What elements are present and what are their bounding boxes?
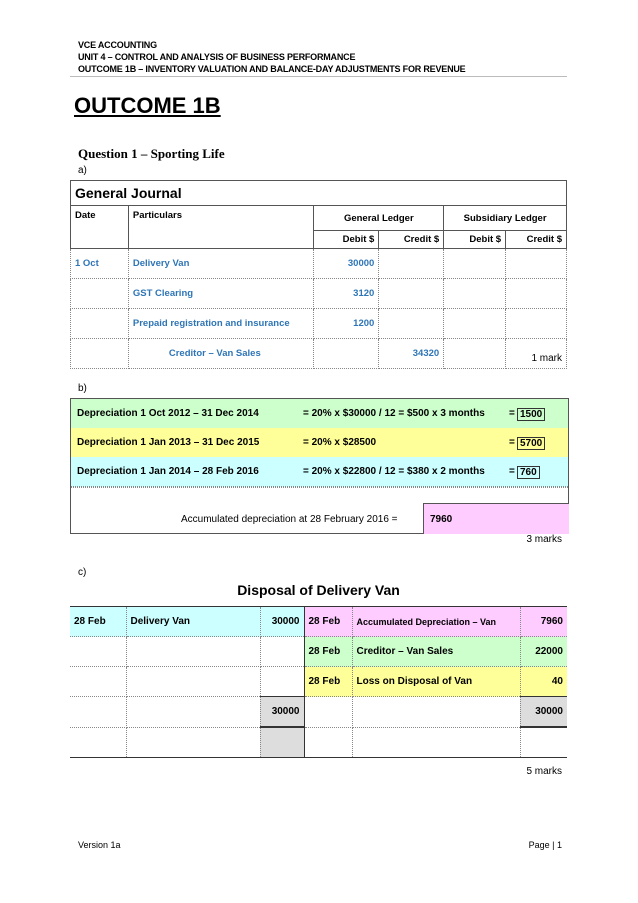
journal-title: General Journal xyxy=(71,181,567,206)
ledger-right-date: 28 Feb xyxy=(304,637,352,667)
row-date xyxy=(71,309,129,339)
depreciation-eq: = xyxy=(509,408,515,419)
row-date xyxy=(71,279,129,309)
row-gl-debit: 3120 xyxy=(314,279,379,309)
row-date: 1 Oct xyxy=(71,249,129,279)
table-row xyxy=(70,667,567,697)
row-date xyxy=(71,339,129,369)
ledger-left-particulars: Delivery Van xyxy=(126,607,260,637)
col-date: Date xyxy=(71,206,129,249)
row-sl-credit xyxy=(506,279,567,309)
accumulated-value: 7960 xyxy=(430,514,453,525)
ledger-right-particulars: Accumulated Depreciation – Van xyxy=(352,607,520,637)
ledger-left-amount: 30000 xyxy=(260,607,304,637)
depreciation-row-2 xyxy=(71,428,568,458)
row-gl-debit xyxy=(314,339,379,369)
ledger-left-date: 28 Feb xyxy=(70,607,126,637)
row-sl-credit xyxy=(506,309,567,339)
ledger-right-date: 28 Feb xyxy=(304,667,352,697)
table-row xyxy=(70,697,567,728)
ledger-title: Disposal of Delivery Van xyxy=(237,582,400,598)
ledger-left-amount xyxy=(260,667,304,697)
depreciation-row-1 xyxy=(71,399,568,429)
ledger-left-particulars xyxy=(126,637,260,667)
depreciation-period: Depreciation 1 Oct 2012 – 31 Dec 2014 xyxy=(77,408,259,419)
table-row xyxy=(70,607,567,637)
header-line-2: UNIT 4 – CONTROL AND ANALYSIS OF BUSINESS PERFORMANCE xyxy=(78,52,356,62)
ledger-left-date xyxy=(70,637,126,667)
col-gl-debit: Debit $ xyxy=(314,231,379,249)
ledger-left-date xyxy=(70,727,126,758)
footer-page: Page | 1 xyxy=(528,840,562,850)
depreciation-calc: = 20% x $30000 / 12 = $500 x 3 months xyxy=(303,408,485,419)
table-row xyxy=(70,727,567,758)
row-gl-credit xyxy=(379,279,444,309)
ledger-right-amount: 40 xyxy=(520,667,567,697)
ledger-left-amount xyxy=(260,637,304,667)
ledger-left-particulars xyxy=(126,697,260,728)
row-gl-credit: 34320 xyxy=(379,339,444,369)
part-c-label: c) xyxy=(78,567,87,578)
depreciation-calc: = 20% x $28500 xyxy=(303,437,377,448)
row-particulars: Prepaid registration and insurance xyxy=(128,309,314,339)
ledger-right-date xyxy=(304,727,352,758)
ledger-right-date xyxy=(304,697,352,728)
row-gl-debit: 30000 xyxy=(314,249,379,279)
disposal-ledger-table xyxy=(70,606,567,758)
depreciation-result: 1500 xyxy=(517,408,545,421)
ledger-right-total: 30000 xyxy=(520,697,567,728)
row-sl-credit xyxy=(506,249,567,279)
accumulated-value-box xyxy=(423,503,569,534)
ledger-left-amount xyxy=(260,727,304,758)
ledger-right-particulars xyxy=(352,727,520,758)
accumulated-label: Accumulated depreciation at 28 February 2016 = xyxy=(181,514,398,525)
table-row xyxy=(71,279,567,309)
ledger-right-amount: 22000 xyxy=(520,637,567,667)
depreciation-box xyxy=(70,398,569,534)
col-sl-debit: Debit $ xyxy=(444,231,506,249)
depreciation-eq: = xyxy=(509,466,515,477)
depreciation-period: Depreciation 1 Jan 2013 – 31 Dec 2015 xyxy=(77,437,260,448)
general-journal-table xyxy=(70,180,567,369)
part-c-mark: 5 marks xyxy=(526,766,562,777)
ledger-right-amount: 7960 xyxy=(520,607,567,637)
col-sl-credit: Credit $ xyxy=(506,231,567,249)
table-row xyxy=(70,637,567,667)
part-b-label: b) xyxy=(78,383,87,394)
row-particulars: GST Clearing xyxy=(128,279,314,309)
col-subsidiary-ledger: Subsidiary Ledger xyxy=(444,206,567,231)
ledger-left-total: 30000 xyxy=(260,697,304,728)
depreciation-calc: = 20% x $22800 / 12 = $380 x 2 months xyxy=(303,466,485,477)
ledger-right-date: 28 Feb xyxy=(304,607,352,637)
page-title: OUTCOME 1B xyxy=(74,93,221,118)
depreciation-result: 5700 xyxy=(517,437,545,450)
ledger-right-particulars: Creditor – Van Sales xyxy=(352,637,520,667)
depreciation-period: Depreciation 1 Jan 2014 – 28 Feb 2016 xyxy=(77,466,259,477)
part-a-label: a) xyxy=(78,165,87,176)
ledger-left-particulars xyxy=(126,727,260,758)
depreciation-row-3 xyxy=(71,457,568,487)
table-row xyxy=(71,249,567,279)
row-sl-debit xyxy=(444,309,506,339)
ledger-left-particulars xyxy=(126,667,260,697)
col-particulars: Particulars xyxy=(128,206,314,249)
question-title: Question 1 – Sporting Life xyxy=(78,146,225,161)
ledger-left-date xyxy=(70,697,126,728)
row-sl-debit xyxy=(444,249,506,279)
depreciation-result: 760 xyxy=(517,466,540,479)
row-gl-debit: 1200 xyxy=(314,309,379,339)
part-b-mark: 3 marks xyxy=(526,534,562,545)
ledger-right-particulars xyxy=(352,697,520,728)
header-line-1: VCE ACCOUNTING xyxy=(78,40,157,50)
row-gl-credit xyxy=(379,249,444,279)
col-general-ledger: General Ledger xyxy=(314,206,444,231)
row-particulars: Delivery Van xyxy=(128,249,314,279)
row-particulars: Creditor – Van Sales xyxy=(128,339,314,369)
depreciation-eq: = xyxy=(509,437,515,448)
row-gl-credit xyxy=(379,309,444,339)
footer-version: Version 1a xyxy=(78,840,121,850)
table-row xyxy=(71,309,567,339)
depreciation-divider xyxy=(71,487,568,488)
header-line-3: OUTCOME 1B – INVENTORY VALUATION AND BALANCE-DAY ADJUSTMENTS FOR REVENUE xyxy=(78,64,466,74)
part-a-mark: 1 mark xyxy=(531,353,562,364)
header-divider xyxy=(70,76,567,77)
col-gl-credit: Credit $ xyxy=(379,231,444,249)
ledger-right-amount xyxy=(520,727,567,758)
ledger-right-particulars: Loss on Disposal of Van xyxy=(352,667,520,697)
ledger-left-date xyxy=(70,667,126,697)
row-sl-debit xyxy=(444,279,506,309)
